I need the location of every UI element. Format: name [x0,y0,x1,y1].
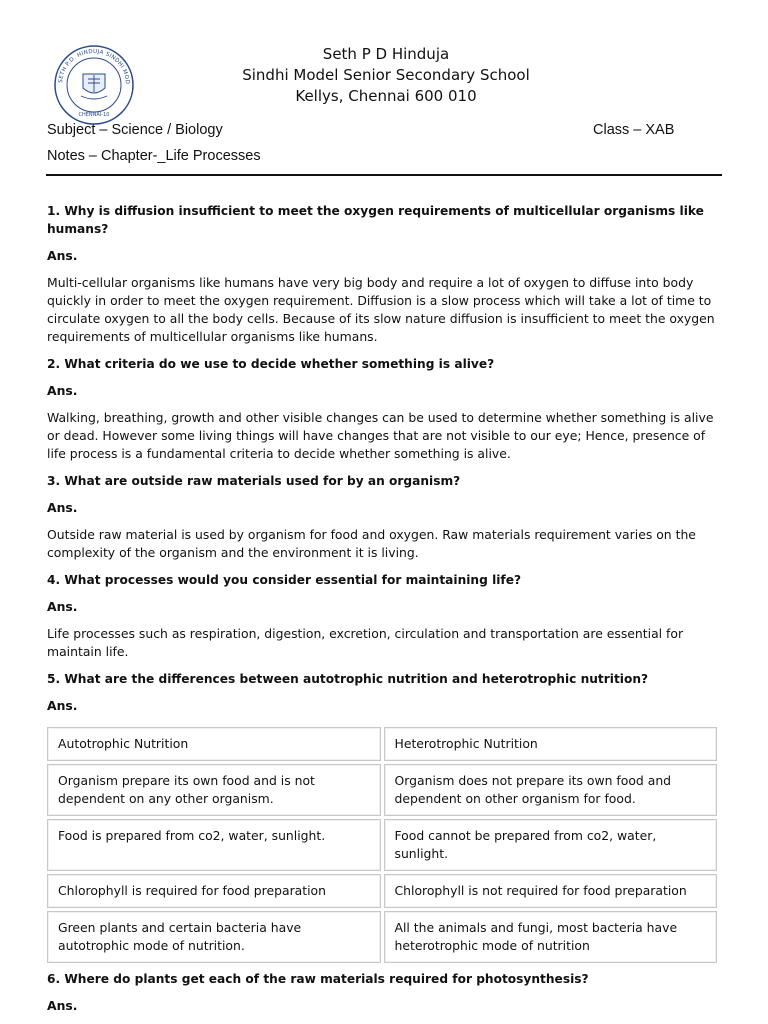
answer-4: Life processes such as respiration, digestion, excretion, circulation and transportation are essential for maintain life. [47,626,684,659]
notes-label: Notes – Chapter-_Life Processes [47,148,261,164]
nutrition-comparison-table [44,724,720,966]
answer-label-2: Ans. [47,383,78,398]
question-3: 3. What are outside raw materials used for by an organism? [47,474,461,488]
table-cell: Organism prepare its own food and is not dependent on any other organism. [47,764,381,816]
answer-label-4: Ans. [47,599,78,614]
table-cell: Food is prepared from co2, water, sunlight. [47,819,381,871]
answer-1: Multi-cellular organisms like humans have very big body and require a lot of oxygen to diffuse into body quickly in order to meet the oxygen requirement. Diffusion is a slow process which will take a lot of time to circulate oxygen to all the body cells. Because of its slow nature diffusion is insufficient to meet the oxygen requirements of multicellular organisms like humans. [47,275,715,344]
table-cell: Chlorophyll is required for food preparation [47,874,381,908]
question-1: 1. Why is diffusion insufficient to meet the oxygen requirements of multicellular organisms like humans? [47,204,704,236]
answer-label-6: Ans. [47,998,78,1013]
school-seal-logo [53,44,135,126]
class-label: Class – XAB [593,122,675,138]
school-address: Kellys, Chennai 600 010 [295,87,477,105]
question-4: 4. What processes would you consider essential for maintaining life? [47,573,522,587]
table-cell: Chlorophyll is not required for food preparation [384,874,718,908]
answer-2: Walking, breathing, growth and other visible changes can be used to determine whether something is alive or dead. However some living things will have changes that are not visible to our eye; Hence, presence of life process is a fundamental criteria to decide whether something is alive. [47,410,714,461]
answer-3: Outside raw material is used by organism for food and oxygen. Raw materials requirement varies on the complexity of the organism and the environment it is living. [47,527,696,560]
table-header-row [47,727,717,761]
table-row [47,874,717,908]
table-cell: Food cannot be prepared from co2, water, sunlight. [384,819,718,871]
question-5: 5. What are the differences between autotrophic nutrition and heterotrophic nutrition? [47,672,649,686]
table-cell: All the animals and fungi, most bacteria have heterotrophic mode of nutrition [384,911,718,963]
school-header [200,44,572,107]
question-2: 2. What criteria do we use to decide whether something is alive? [47,357,495,371]
table-header-autotrophic: Autotrophic Nutrition [47,727,381,761]
table-row [47,764,717,816]
school-name-line1: Seth P D Hinduja [322,45,450,63]
svg-text:SETH P.D. HINDUJA SINDHI MODEL: SETH P.D. HINDUJA SINDHI MOD [58,48,131,85]
answer-label-3: Ans. [47,500,78,515]
svg-text:CHENNAI-10: CHENNAI-10 [78,112,110,118]
answer-label-1: Ans. [47,248,78,263]
question-6: 6. Where do plants get each of the raw materials required for photosynthesis? [47,972,589,986]
table-row [47,819,717,871]
table-header-heterotrophic: Heterotrophic Nutrition [384,727,718,761]
table-cell: Organism does not prepare its own food and dependent on other organism for food. [384,764,718,816]
subject-label: Subject – Science / Biology [47,122,223,138]
school-name-line2: Sindhi Model Senior Secondary School [242,66,530,84]
answer-label-5: Ans. [47,698,78,713]
table-row [47,911,717,963]
table-cell: Green plants and certain bacteria have autotrophic mode of nutrition. [47,911,381,963]
header-divider [46,174,722,176]
notes-content [47,202,727,1024]
